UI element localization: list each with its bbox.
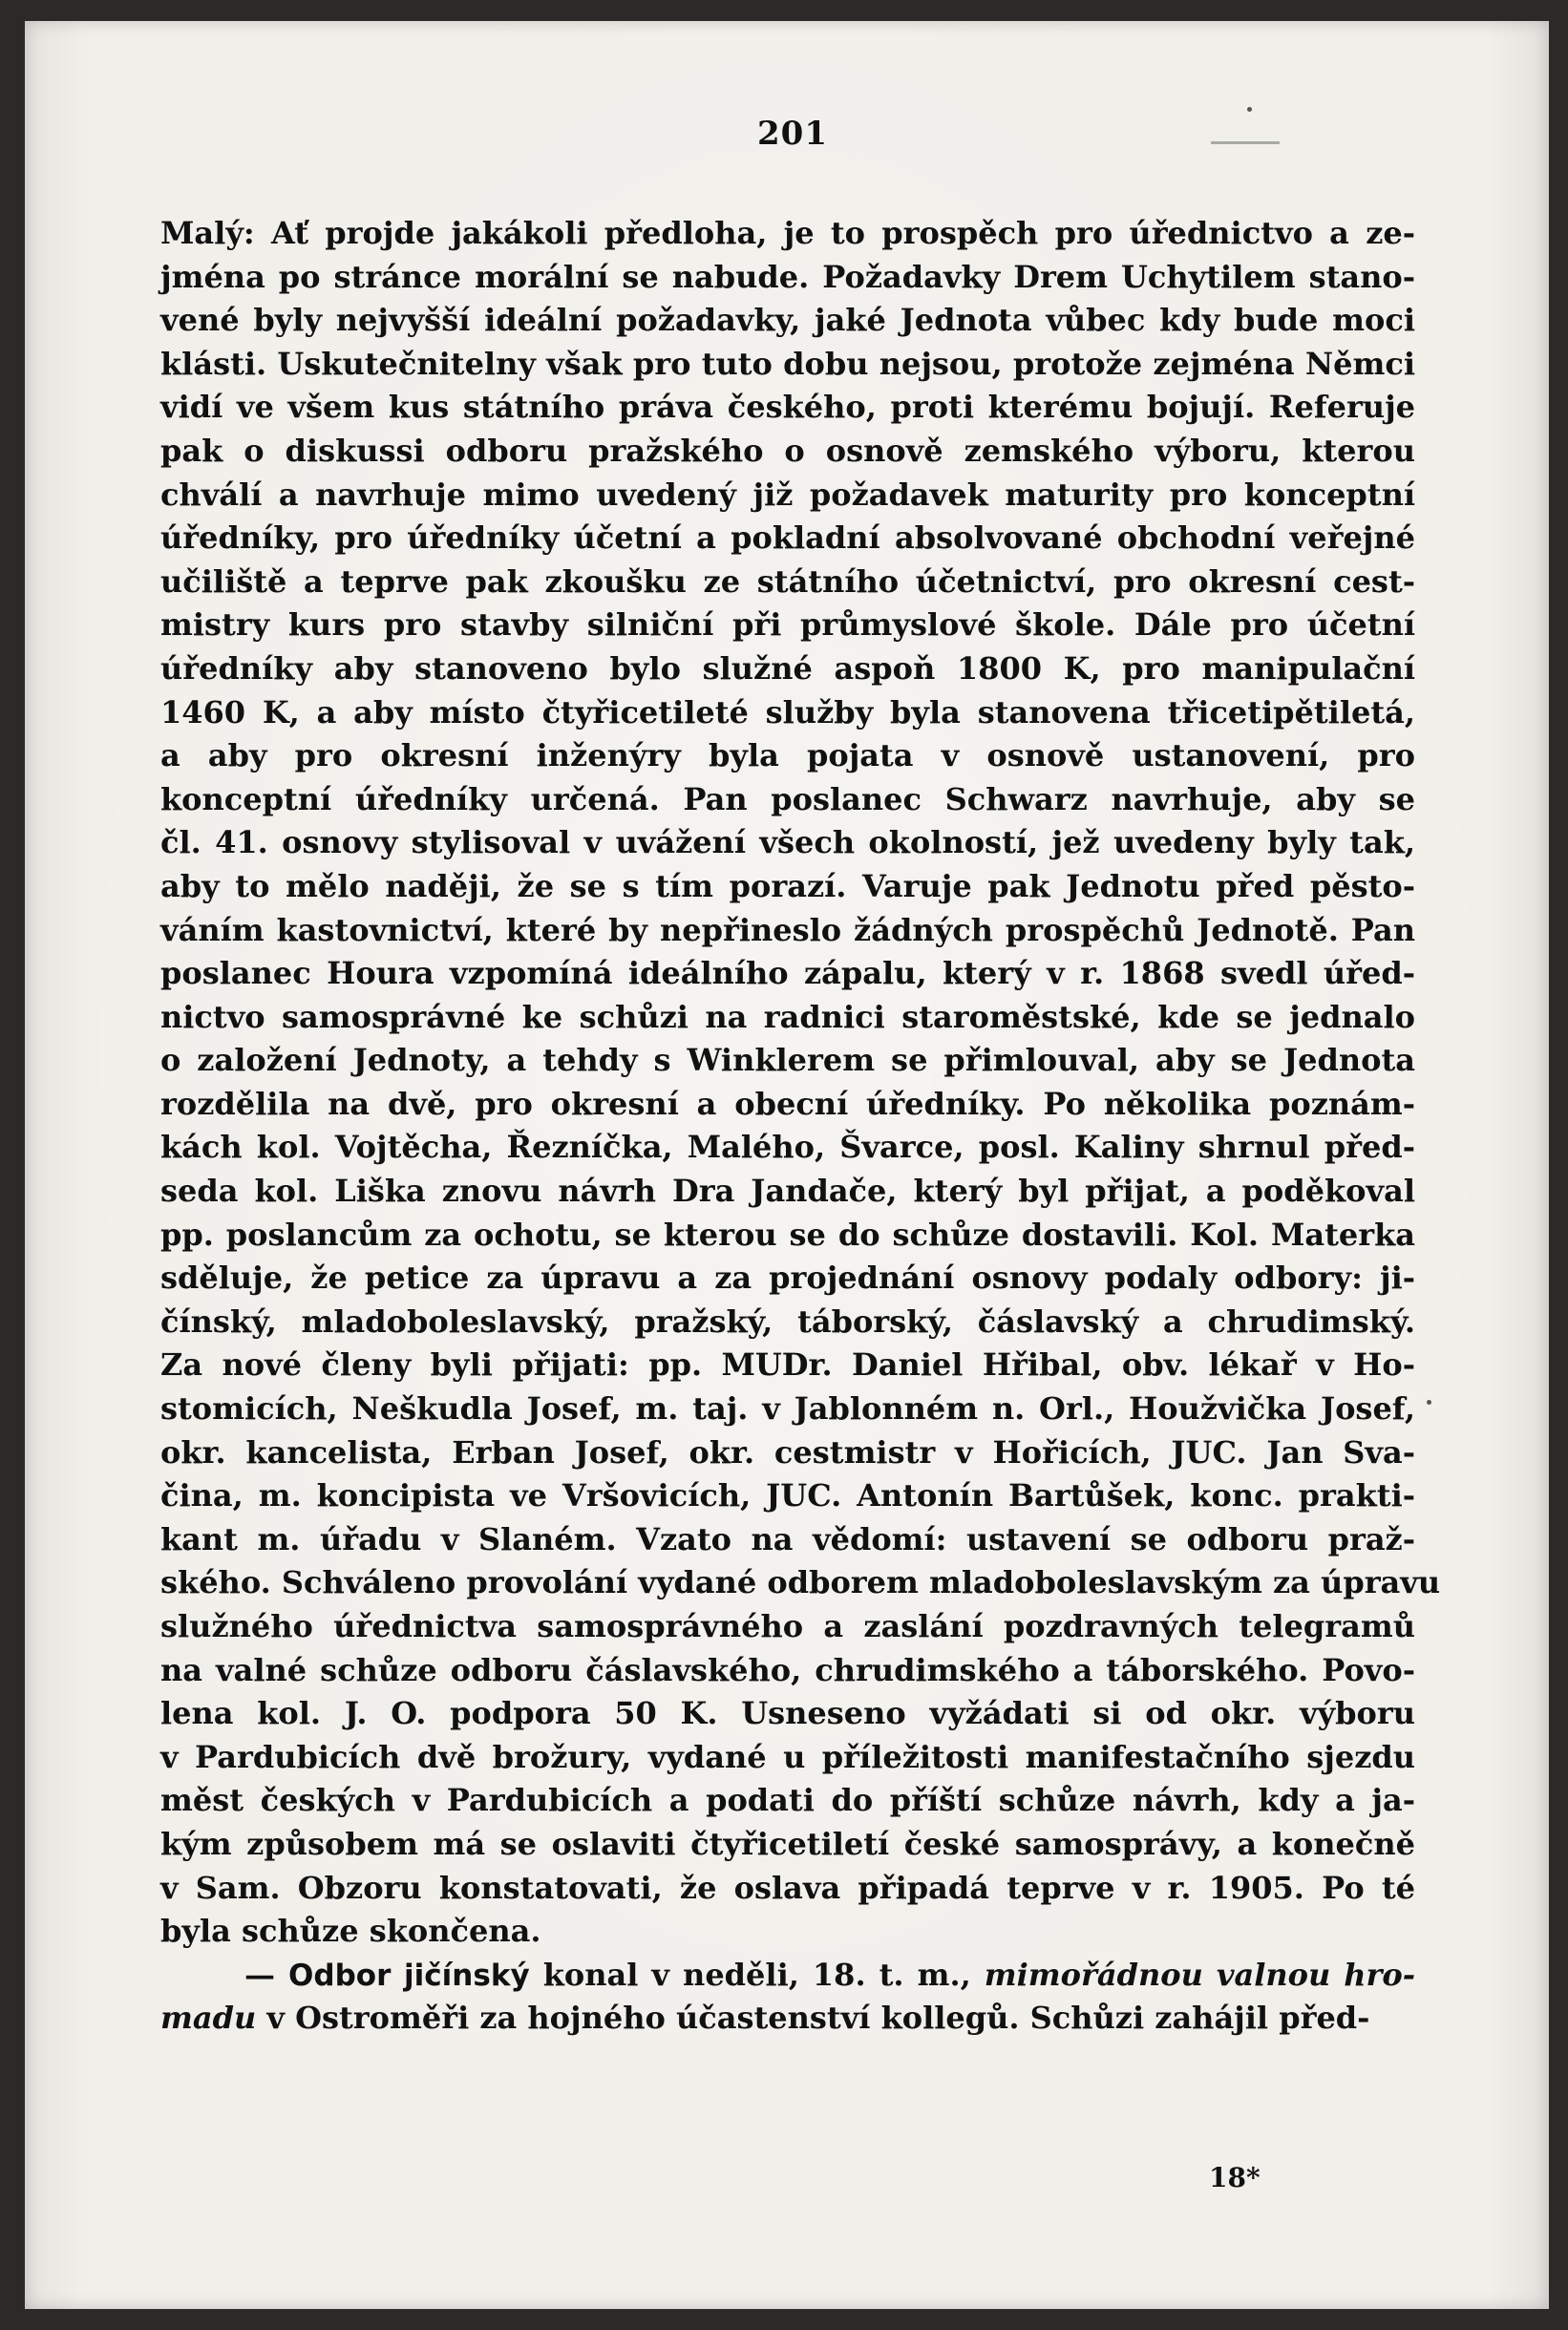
text-run: stomicích, Neškudla Josef, m. taj. v Jablonném n. Orl., Houžvička Josef, [160,1390,1415,1428]
text-run: jména po stránce morální se nabude. Požadavky Drem Uchytilem stano- [160,258,1415,295]
text-run: čl. 41. osnovy stylisoval v uvážení všech okolností, jež uvedeny byly tak, [160,824,1415,861]
text-run: aby to mělo naději, že se s tím porazí. Varuje pak Jednotu před pěsto- [160,867,1415,904]
text-run: kým způsobem má se oslaviti čtyřicetiletí české samosprávy, a konečně [160,1825,1415,1862]
text-run: poslanec Houra vzpomíná ideálního zápalu, který v r. 1868 svedl úřed- [160,955,1415,992]
text-line [160,1431,1415,1475]
text-line [160,691,1415,735]
text-line [160,1823,1415,1867]
text-run: na valné schůze odboru čáslavského, chrudimského a táborského. Povo- [160,1651,1415,1688]
text-line [160,996,1415,1040]
text-run: čina, m. koncipista ve Vršovicích, JUC. Antonín Bartůšek, konc. prakti- [160,1477,1415,1514]
text-line [160,386,1415,430]
text-run: v Sam. Obzoru konstatovati, že oslava připadá teprve v r. 1905. Po té [160,1869,1415,1906]
text-run: konceptní úředníky určená. Pan poslanec Schwarz navrhuje, aby se [160,780,1415,817]
text-run: — [244,1956,289,1993]
text-run: nictvo samosprávné ke schůzi na radnici staroměstské, kde se jednalo [160,998,1415,1035]
text-run: rozdělila na dvě, pro okresní a obecní úředníky. Po několika poznám- [160,1085,1415,1122]
text-line [160,1257,1415,1301]
text-line [160,604,1415,647]
text-line [160,1518,1415,1562]
text-line [160,909,1415,953]
signature-mark: 18* [1209,2162,1261,2193]
text-line [160,299,1415,343]
text-line [160,1387,1415,1431]
text-run: chválí a navrhuje mimo uvedený již požadavek maturity pro konceptní [160,476,1415,513]
page-number: 201 [757,115,828,153]
text-run: klásti. Uskutečnitelny však pro tuto dobu nejsou, protože zejména Němci [160,345,1415,382]
text-line [160,1954,1415,1998]
text-line [160,1561,1441,1605]
text-line [160,1910,1415,1954]
text-run: byla schůze skončena. [160,1913,541,1950]
text-line [160,1214,1415,1258]
text-line [160,647,1415,691]
text-run: pp. poslancům za ochotu, se kterou se do schůze dostavili. Kol. Materka [160,1216,1415,1253]
text-run: v Ostroměři za hojného účastenství kollegů. Schůzi zahájil před- [256,2000,1370,2037]
text-line [160,474,1415,518]
text-run: měst českých v Pardubicích a podati do příští schůze návrh, kdy a ja- [160,1782,1415,1819]
text-line [160,1997,1415,2041]
emphasis-text: madu [160,2000,257,2037]
text-line [160,256,1415,300]
text-run: a aby pro okresní inženýry byla pojata v osnově ustanovení, pro [160,737,1415,774]
paper-speck [1427,1400,1431,1405]
text-run: čínský, mladoboleslavský, pražský, táborský, čáslavský a chrudimský. [160,1303,1415,1340]
paper-speck [1247,107,1252,112]
text-run: služného úřednictva samosprávného a zaslání pozdravných telegramů [160,1608,1415,1644]
text-run: pak o diskussi odboru pražského o osnově zemského výboru, kterou [160,432,1415,469]
text-line [160,778,1415,822]
text-line [160,821,1415,865]
body-text [160,212,1441,2041]
text-run: učiliště a teprve pak zkoušku ze státního účetnictví, pro okresní cest- [160,562,1415,600]
text-run: Malý: Ať projde jakákoli předloha, je to prospěch pro úřednictvo a ze- [160,215,1415,251]
text-line [160,1039,1415,1083]
text-line [160,212,1415,256]
page [25,21,1549,2309]
text-line [160,1474,1415,1518]
text-run: seda kol. Liška znovu návrh Dra Jandače, který byl přijat, a poděkoval [160,1173,1415,1210]
text-line [160,430,1415,474]
text-run: kách kol. Vojtěcha, Řezníčka, Malého, Švarce, posl. Kaliny shrnul před- [160,1129,1415,1166]
text-line [160,1692,1415,1736]
text-run: kant m. úřadu v Slaném. Vzato na vědomí: ustavení se odboru praž- [160,1520,1415,1557]
text-run: vené byly nejvyšší ideální požadavky, jaké Jednota vůbec kdy bude moci [160,302,1415,339]
text-line [160,1170,1415,1214]
text-run: váním kastovnictví, které by nepřineslo žádných prospěchů Jednotě. Pan [160,911,1415,948]
emphasis-text: mimořádnou valnou hro- [984,1956,1416,1993]
text-run: sděluje, že petice za úpravu a za projednání osnovy podaly odbory: ji- [160,1260,1415,1297]
text-run: o založení Jednoty, a tehdy s Winklerem se přimlouval, aby se Jednota [160,1042,1415,1079]
text-line [160,865,1415,909]
text-run: mistry kurs pro stavby silniční při průmyslové škole. Dále pro účetní [160,606,1415,644]
text-line [160,1649,1415,1693]
text-line [160,517,1415,561]
text-run: Za nové členy byli přijati: pp. MUDr. Daniel Hřibal, obv. lékař v Ho- [160,1346,1415,1384]
text-line [160,343,1415,387]
text-line [160,1867,1415,1911]
text-run: okr. kancelista, Erban Josef, okr. cestmistr v Hořicích, JUC. Jan Sva- [160,1433,1415,1471]
text-line [160,1126,1415,1170]
text-line [160,952,1415,996]
text-run: úředníky, pro úředníky účetní a pokladní absolvované obchodní veřejné [160,519,1415,557]
text-line [160,561,1415,604]
text-line [160,734,1415,778]
text-line [160,1301,1415,1345]
text-run: v Pardubicích dvě brožury, vydané u příležitosti manifestačního sjezdu [160,1738,1415,1775]
text-line [160,1779,1415,1823]
text-run: konal v neděli, 18. t. m., [529,1956,985,1993]
text-line [160,1605,1415,1649]
text-run: ského. Schváleno provolání vydané odborem mladoboleslavským za úpravu [160,1564,1441,1601]
text-run: lena kol. J. O. podpora 50 K. Usneseno vyžádati si od okr. výboru [160,1695,1415,1732]
text-run: úředníky aby stanoveno bylo služné aspoň 1800 K, pro manipulační [160,649,1415,687]
text-line [160,1083,1415,1127]
text-line [160,1736,1415,1780]
header-rule [1211,141,1280,144]
text-run: vidí ve všem kus státního práva českého, proti kterému bojují. Referuje [160,389,1415,426]
text-line [160,1344,1415,1387]
text-run: 1460 K, a aby místo čtyřicetileté služby byla stanovena třicetipětiletá, [160,693,1415,731]
section-heading: Odbor jičínský [288,1958,530,1993]
